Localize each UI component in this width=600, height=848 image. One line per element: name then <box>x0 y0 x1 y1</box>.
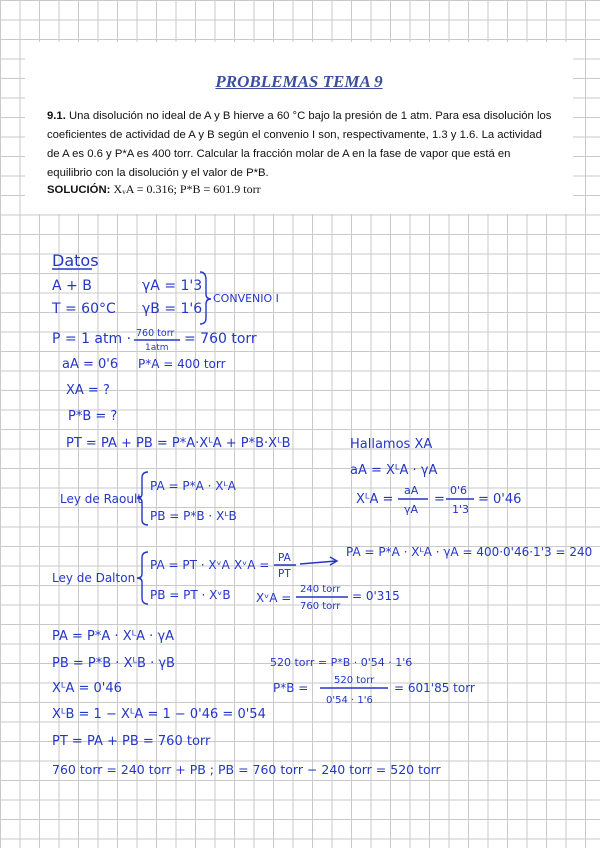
note-pbstar-result: = 601'85 torr <box>394 681 475 695</box>
note-pb-final: PB = P*B · XᴸB · γB <box>52 656 175 671</box>
note-pressure-result: = 760 torr <box>184 331 257 347</box>
note-xla-den2: 1'3 <box>452 503 470 516</box>
note-xla-eq2: = <box>434 492 445 507</box>
problem-text: Una disolución no ideal de A y B hierve a 60 °C bajo la presión de 1 atm. Para esa disolución los coeficientes de actividad de A y B según el convenio I son, respectivamente, 1.3 y 1.6. La actividad de A es 0.6 y P*A es 400 torr. Calcular la fracción molar de A en la fase de vapor que está en equilibrio con la disolución y el valor de P*B. <box>47 110 552 179</box>
note-activity-eq: aA = XᴸA · γA <box>350 463 438 478</box>
note-xlb-final: XᴸB = 1 − XᴸA = 1 − 0'46 = 0'54 <box>52 707 266 722</box>
arrow-line <box>300 561 336 564</box>
note-a-b: A + B <box>52 278 92 294</box>
note-pt-equation: PT = PA + PB = P*A·XᴸA + P*B·XᴸB <box>66 436 291 451</box>
note-xva-calc-den: 760 torr <box>300 601 341 612</box>
note-pbstar-den: 0'54 · 1'6 <box>326 695 373 706</box>
note-pt-final: PT = PA + PB = 760 torr <box>52 734 211 749</box>
note-frac-den: 1atm <box>145 343 169 353</box>
note-xva-def-lhs: XᵛA = <box>234 558 270 572</box>
note-dalton-b: PB = PT · XᵛB <box>150 588 231 602</box>
note-dalton-label: Ley de Dalton <box>52 571 136 585</box>
note-frac-num: 760 torr <box>136 328 175 339</box>
note-hallamos: Hallamos XA <box>350 437 433 452</box>
note-xla-lhs: XᴸA = <box>356 492 394 507</box>
note-raoult-a: PA = P*A · XᴸA <box>150 479 236 493</box>
note-pa-calc: PA = P*A · XᴸA · γA = 400·0'46·1'3 = 240 <box>346 545 593 559</box>
note-last-line: 760 torr = 240 torr + PB ; PB = 760 torr − 240 torr = 520 torr <box>52 762 441 777</box>
note-xva-def-den: PT <box>278 568 291 580</box>
note-pa-final: PA = P*A · XᴸA · γA <box>52 629 175 644</box>
note-datos: Datos <box>52 251 99 270</box>
note-pb520: 520 torr = P*B · 0'54 · 1'6 <box>270 656 413 669</box>
note-pbstar-lhs: P*B = <box>273 681 309 695</box>
note-raoult-label: Ley de Raoult <box>60 492 143 506</box>
note-pb-question: P*B = ? <box>68 409 118 424</box>
note-temperature: T = 60°C <box>52 301 116 317</box>
note-pa-star: P*A = 400 torr <box>138 357 226 371</box>
note-xa-question: XA = ? <box>66 383 110 398</box>
note-xla-final: XᴸA = 0'46 <box>52 681 122 696</box>
note-xla-num: aA <box>404 484 419 497</box>
note-raoult-b: PB = P*B · XᴸB <box>150 509 237 523</box>
note-xva-calc-result: = 0'315 <box>352 589 400 603</box>
note-xla-num2: 0'6 <box>450 484 468 497</box>
note-pressure: P = 1 atm · <box>52 331 132 347</box>
note-xva-def-num: PA <box>278 552 291 564</box>
dalton-brace <box>137 552 148 604</box>
note-xva-calc-lhs: XᵛA = <box>256 591 292 605</box>
note-xva-calc-num: 240 torr <box>300 584 341 595</box>
problem-number: 9.1. <box>47 110 66 122</box>
note-xla-result: = 0'46 <box>478 492 522 507</box>
solution-label: SOLUCIÓN: <box>47 184 111 196</box>
note-activity-a: aA = 0'6 <box>62 357 119 372</box>
note-xla-den: γA <box>404 503 419 516</box>
page-title: PROBLEMAS TEMA 9 <box>215 72 383 91</box>
note-convenio: CONVENIO I <box>213 292 279 305</box>
note-pbstar-num: 520 torr <box>334 675 375 686</box>
note-dalton-a: PA = PT · XᵛA <box>150 558 230 572</box>
raoult-brace <box>137 472 148 525</box>
note-gamma-a: γA = 1'3 <box>142 278 203 294</box>
solution-value: XᵥA = 0.316; P*B = 601.9 torr <box>113 182 261 196</box>
note-gamma-b: γB = 1'6 <box>142 301 203 317</box>
